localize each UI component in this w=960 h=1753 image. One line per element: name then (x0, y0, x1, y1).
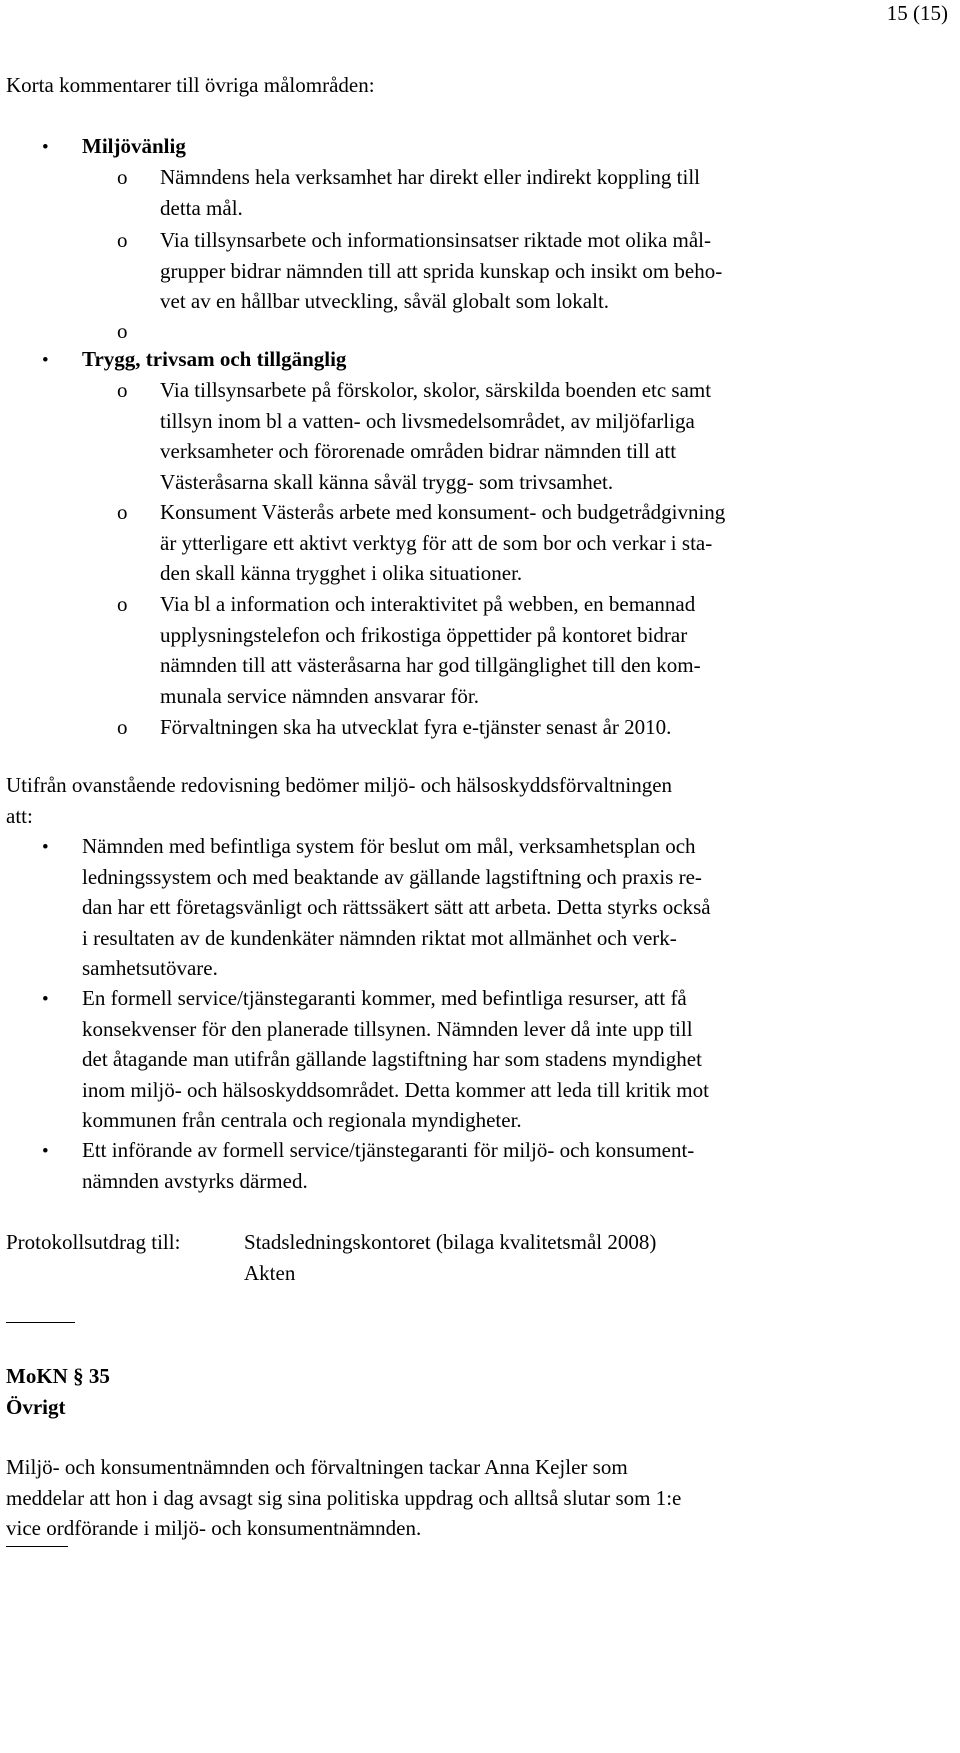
section-text: Miljö- och konsumentnämnden och förvaltningen tackar Anna Kejler som meddelar att hon i dag avsagt sig sina politiska uppdrag och alltså slutar som 1:e vice ordförande i miljö- och konsumentnämnden. (6, 1455, 682, 1540)
protocol-recipient: Stadsledningskontoret (bilaga kvalitetsmål 2008) (244, 1230, 657, 1254)
bullet-icon: • (42, 350, 49, 371)
sub-bullet-icon: o (117, 228, 128, 252)
assessment-lead: Utifrån ovanstående redovisning bedömer miljö- och hälsoskyddsförvaltningen att: (6, 773, 673, 828)
list-item: Via tillsynsarbete och informationsinsatser riktade mot olika mål- grupper bidrar nämnden till att sprida kunskap och insikt om beho- vet av en hållbar utveckling, såväl globalt som lokalt. (160, 228, 723, 313)
bullet-icon: • (42, 837, 49, 858)
list-item: En formell service/tjänstegaranti kommer, med befintliga resurser, att få konsekvenser för den planerade tillsynen. Nämnden lever då inte upp till det åtagande man utifrån gällande lagstiftning har som stadens myndighet inom miljö- och hälsoskyddsområdet. Detta kommer att leda till kritik mot kommunen från centrala och regionala myndigheter. (82, 986, 709, 1132)
separator-line (6, 1322, 75, 1323)
sub-bullet-icon: o (117, 378, 128, 402)
protocol-recipient: Akten (244, 1261, 296, 1285)
list-item: Nämnden med befintliga system för beslut om mål, verksamhetsplan och ledningssystem och med beaktande av gällande lagstiftning och praxis re- dan har ett företagsvänligt och rättssäkert sätt att arbeta. Detta styrks också i resultaten av de kundenkäter nämnden riktat mot allmänhet och verk- samhetsutövare. (82, 834, 711, 980)
section-heading-trygg: Trygg, trivsam och tillgänglig (82, 347, 347, 371)
section-heading-miljovanlig: Miljövänlig (82, 134, 186, 158)
intro-text: Korta kommentarer till övriga målområden: (6, 73, 375, 97)
sub-bullet-icon: o (117, 715, 128, 739)
list-item: Konsument Västerås arbete med konsument- och budgetrådgivning är ytterligare ett aktivt verktyg för att de som bor och verkar i sta- den skall känna trygghet i olika situationer. (160, 500, 726, 585)
bullet-icon: • (42, 989, 49, 1010)
separator-line (6, 1546, 68, 1547)
section-title: Övrigt (6, 1395, 66, 1419)
page-number: 15 (15) (886, 1, 948, 25)
list-item: Via tillsynsarbete på förskolor, skolor, särskilda boenden etc samt tillsyn inom bl a vatten- och livsmedelsområdet, av miljöfarliga verksamheter och förorenade områden bidrar nämnden till att Västeråsarna skall känna såväl trygg- som trivsamhet. (160, 378, 712, 494)
sub-bullet-icon: o (117, 500, 128, 524)
list-item: Ett införande av formell service/tjänstegaranti för miljö- och konsument- nämnden avstyrks därmed. (82, 1138, 695, 1193)
sub-bullet-icon: o (117, 319, 128, 343)
sub-bullet-icon: o (117, 165, 128, 189)
list-item: Nämndens hela verksamhet har direkt eller indirekt koppling till detta mål. (160, 165, 701, 220)
bullet-icon: • (42, 137, 49, 158)
list-item: Förvaltningen ska ha utvecklat fyra e-tjänster senast år 2010. (160, 715, 672, 739)
sub-bullet-icon: o (117, 592, 128, 616)
list-item: Via bl a information och interaktivitet på webben, en bemannad upplysningstelefon och frikostiga öppettider på kontoret bidrar nämnden till att västeråsarna har god tillgänglighet till den kom- munala service nämnden ansvarar för. (160, 592, 701, 708)
section-number: MoKN § 35 (6, 1364, 110, 1388)
bullet-icon: • (42, 1141, 49, 1162)
protocol-label: Protokollsutdrag till: (6, 1230, 181, 1254)
